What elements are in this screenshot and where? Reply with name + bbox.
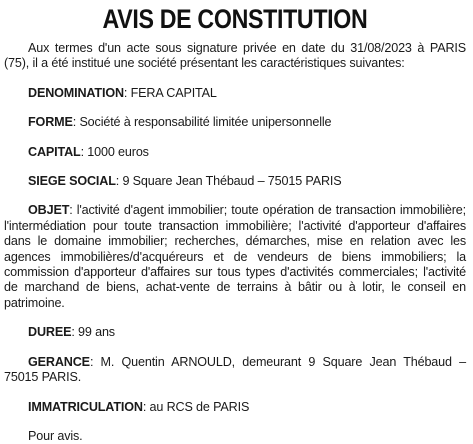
field-value: FERA CAPITAL [130, 85, 217, 100]
field-separator: : [123, 85, 131, 100]
field-label: IMMATRICULATION [28, 399, 143, 414]
field-separator: : [72, 115, 80, 130]
field-objet [4, 203, 466, 311]
field-label: DENOMINATION [28, 85, 124, 100]
field-gerance [4, 355, 466, 386]
field-separator: : [89, 354, 101, 369]
field-label: GERANCE [28, 354, 90, 369]
field-separator: : [69, 203, 77, 218]
field-label: CAPITAL [28, 144, 81, 159]
field-label: OBJET [28, 203, 70, 218]
field-value: M. Quentin ARNOULD, demeurant 9 Square Jean Thébaud – 75015 PARIS. [4, 354, 466, 385]
closing-text: Pour avis. [28, 428, 83, 443]
field-immatriculation [4, 400, 466, 415]
field-separator: : [80, 144, 88, 159]
field-value: au RCS de PARIS [149, 399, 250, 414]
field-value: l'activité d'agent immobilier; toute opération de transaction immobilière; l'intermédiation pour toute transaction immobilière; l'activité d'apporteur d'affaires dans le domaine immobilier; recherches, démarches, mise en relation avec les agences immobilières/d'acquéreurs et de vendeurs de biens immobiliers; la commission d'apporteur d'affaires sur tous types d'activités commerciales; l'activité de marchand de biens, achat-vente de terrains à bâtir ou à lotir, le conseil en patrimoine. [4, 203, 466, 310]
intro-paragraph: Aux termes d'un acte sous signature privée en date du 31/08/2023 à PARIS (75), il a été institué une société présentant les caractéristiques suivantes: [4, 41, 466, 71]
field-value: Société à responsabilité limitée unipersonnelle [79, 115, 332, 130]
field-siege-social [4, 174, 466, 189]
field-label: SIEGE SOCIAL [28, 174, 116, 189]
field-value: 1000 euros [87, 144, 149, 159]
field-separator: : [142, 399, 150, 414]
field-value: 9 Square Jean Thébaud – 75015 PARIS [122, 174, 342, 189]
field-denomination [4, 86, 466, 101]
field-separator: : [71, 325, 79, 340]
notice-title: AVIS DE CONSTITUTION [102, 4, 368, 34]
field-label: DUREE [28, 325, 72, 340]
field-capital [4, 145, 466, 160]
field-duree [4, 325, 466, 340]
field-forme [4, 115, 466, 130]
field-label: FORME [28, 115, 73, 130]
field-separator: : [115, 174, 123, 189]
field-value: 99 ans [78, 325, 115, 340]
